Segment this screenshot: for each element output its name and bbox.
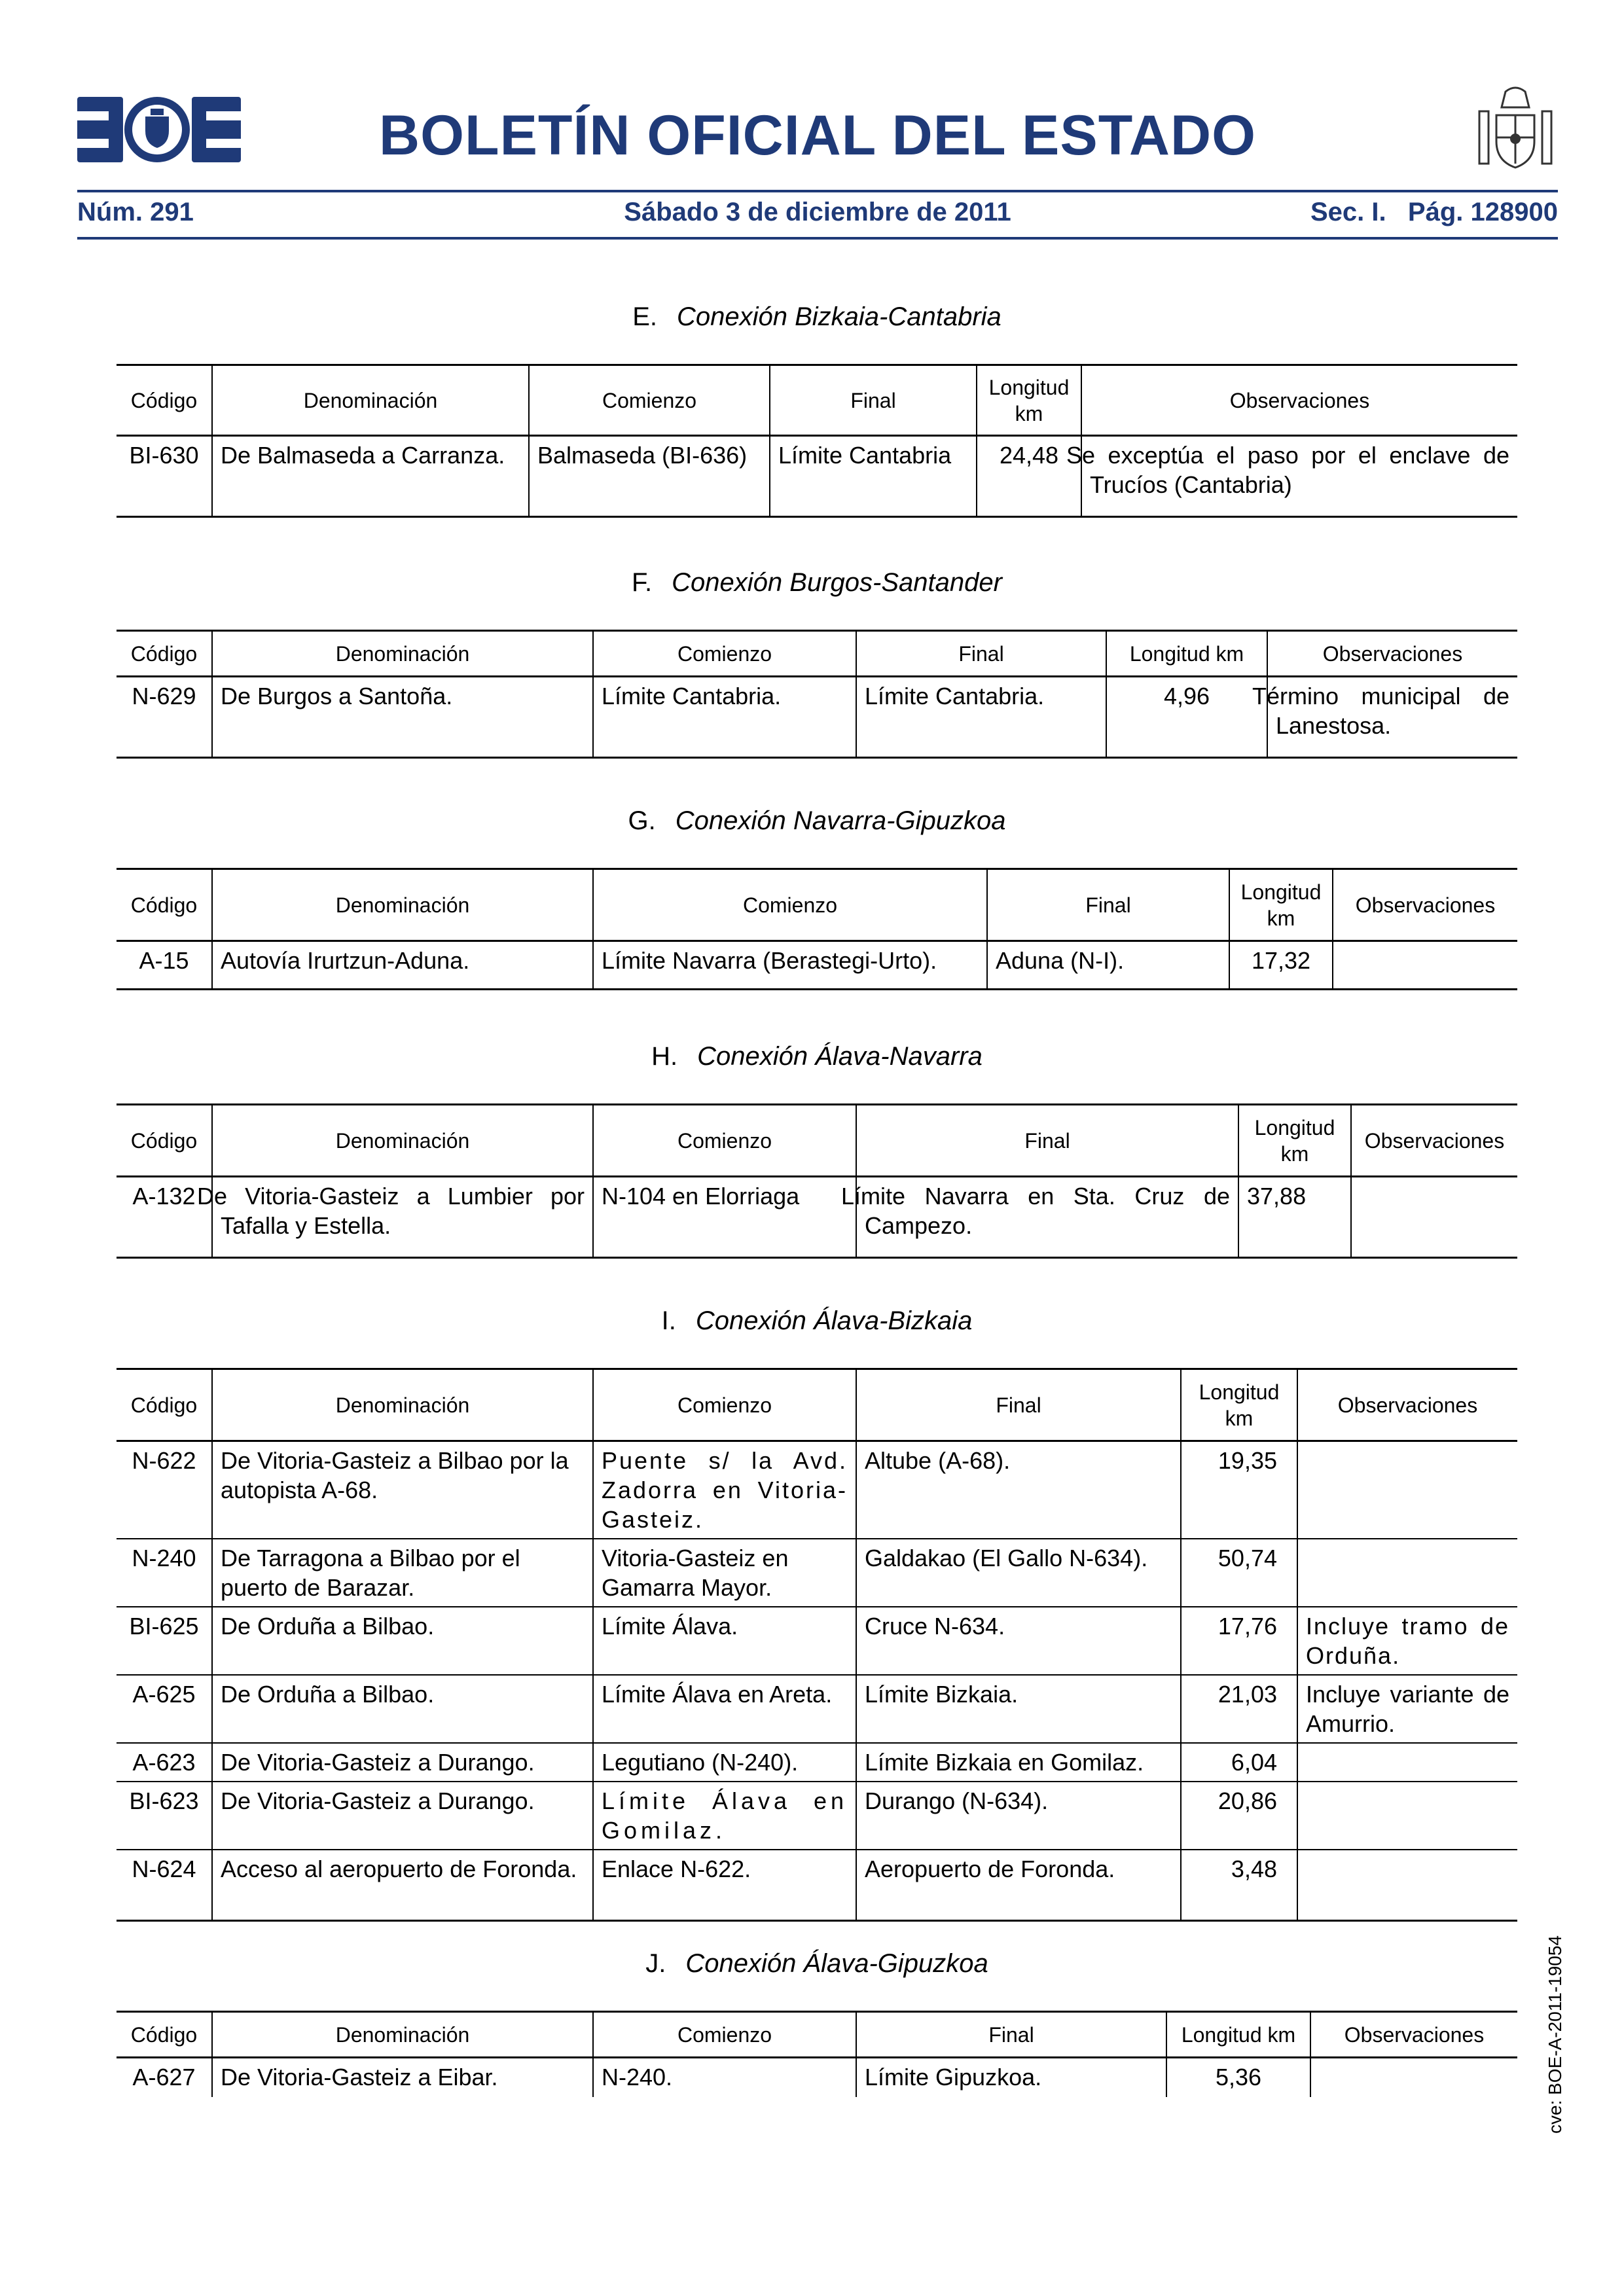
col-header-denominacion: Denominación [212,869,593,941]
cell-observaciones [1297,1743,1517,1782]
col-header-codigo: Código [117,869,212,941]
cell-final: Altube (A-68). [856,1441,1181,1539]
cell-longitud: 19,35 [1181,1441,1297,1539]
col-header-longitud: Longitud km [1106,631,1267,677]
section-e-title [117,302,1517,332]
cell-final: Límite Gipuzkoa. [856,2058,1166,2097]
cell-observaciones [1297,1850,1517,1920]
table-row [117,1177,1517,1258]
cell-denominacion: De Balmaseda a Carranza. [212,436,529,517]
section-letter: H. [651,1042,678,1071]
cell-comienzo: Puente s/ la Avd. Zadorra en Vitoria-Gasteiz. [593,1441,856,1539]
cell-denominacion: De Burgos a Santoña. [212,677,593,758]
cell-codigo: A-132 [117,1177,212,1258]
section-name: Conexión Bizkaia-Cantabria [676,302,1001,331]
col-header-comienzo: Comienzo [593,1369,856,1441]
section-j-table [117,2011,1517,2097]
cell-longitud: 17,76 [1181,1607,1297,1675]
cell-final: Límite Cantabria [770,436,977,517]
col-header-observaciones: Observaciones [1351,1105,1517,1177]
col-header-denominacion: Denominación [212,1105,593,1177]
col-header-comienzo: Comienzo [593,2012,856,2058]
issue-info-bar [77,198,1558,234]
cell-final: Aduna (N-I). [987,941,1229,990]
col-header-codigo: Código [117,1369,212,1441]
cell-comienzo: Límite Álava en Gomilaz. [593,1782,856,1850]
col-header-comienzo: Comienzo [593,1105,856,1177]
page-title: BOLETÍN OFICIAL DEL ESTADO [379,104,1256,167]
section-h-title [117,1042,1517,1071]
table-row [117,1743,1517,1782]
col-header-final: Final [770,365,977,436]
table-row [117,436,1517,517]
col-header-codigo: Código [117,631,212,677]
col-header-codigo: Código [117,2012,212,2058]
cell-final: Límite Cantabria. [856,677,1106,758]
section-name: Conexión Álava-Navarra [697,1042,983,1071]
cell-longitud: 4,96 [1106,677,1267,758]
cell-codigo: N-622 [117,1441,212,1539]
table-row [117,941,1517,990]
table-row [117,1675,1517,1743]
cell-codigo: A-627 [132,2064,196,2090]
col-header-codigo: Código [117,365,212,436]
cell-comienzo: N-104 en Elorriaga [593,1177,856,1258]
cell-longitud: 6,04 [1181,1743,1297,1782]
section-g-table [117,868,1517,990]
cell-codigo: A-623 [117,1743,212,1782]
cell-codigo: N-240 [117,1539,212,1607]
cell-denominacion: De Orduña a Bilbao. [212,1675,593,1743]
cell-final: Durango (N-634). [856,1782,1181,1850]
table-row [117,677,1517,758]
cell-final: Galdakao (El Gallo N-634). [856,1539,1181,1607]
cell-longitud: 20,86 [1181,1782,1297,1850]
col-header-longitud: Longitud km [1181,1369,1297,1441]
col-header-final: Final [856,1105,1238,1177]
cell-denominacion: Acceso al aeropuerto de Foronda. [212,1850,593,1920]
cell-observaciones [1351,1177,1517,1258]
col-header-denominacion: Denominación [212,1369,593,1441]
col-header-comienzo: Comienzo [593,869,987,941]
cve-code: cve: BOE-A-2011-19054 [1545,1935,1565,2134]
cell-observaciones: Incluye tramo de Orduña. [1297,1607,1517,1675]
table-row [117,1539,1517,1607]
section-name: Conexión Burgos-Santander [672,568,1002,597]
col-header-observaciones: Observaciones [1081,365,1517,436]
col-header-final: Final [856,1369,1181,1441]
cell-longitud: 24,48 [977,436,1081,517]
cell-denominacion: De Vitoria-Gasteiz a Eibar. [212,2058,593,2097]
col-header-comienzo: Comienzo [593,631,856,677]
cell-denominacion: De Orduña a Bilbao. [212,1607,593,1675]
col-header-final: Final [856,2012,1166,2058]
cell-final: Aeropuerto de Foronda. [856,1850,1181,1920]
cell-longitud: 5,36 [1166,2058,1310,2097]
section-page: Sec. I. Pág. 128900 [1310,198,1558,226]
cell-observaciones: Incluye variante de Amurrio. [1297,1675,1517,1743]
cell-codigo: A-15 [117,941,212,990]
cell-observaciones: Término municipal de Lanestosa. [1267,677,1517,758]
header-rule-bottom [77,237,1558,240]
col-header-final: Final [856,631,1106,677]
section-f-title [117,568,1517,598]
section-letter: G. [628,806,656,835]
section-f-table [117,630,1517,759]
section-g-title [117,806,1517,836]
cell-final: Límite Navarra en Sta. Cruz de Campezo. [856,1177,1238,1258]
cell-denominacion: De Vitoria-Gasteiz a Durango. [212,1782,593,1850]
cell-final: Cruce N-634. [856,1607,1181,1675]
table-row [117,2058,1517,2097]
table-row [117,1441,1517,1539]
cell-codigo: N-629 [117,677,212,758]
col-header-comienzo: Comienzo [529,365,770,436]
col-header-longitud: Longitud km [1238,1105,1351,1177]
cell-comienzo: Enlace N-622. [593,1850,856,1920]
cell-final: Límite Bizkaia. [856,1675,1181,1743]
cell-denominacion: De Vitoria-Gasteiz a Durango. [212,1743,593,1782]
col-header-codigo: Código [117,1105,212,1177]
cell-denominacion: Autovía Irurtzun-Aduna. [212,941,593,990]
cell-comienzo: Límite Álava. [593,1607,856,1675]
cell-codigo: BI-625 [117,1607,212,1675]
cell-denominacion: De Vitoria-Gasteiz a Lumbier por Tafalla y Estella. [212,1177,593,1258]
cell-longitud: 37,88 [1238,1177,1351,1258]
cell-comienzo: Límite Navarra (Berastegi-Urto). [593,941,987,990]
header-rule-top [77,190,1558,192]
table-row [117,1850,1517,1920]
col-header-longitud: Longitud km [977,365,1081,436]
cell-comienzo: Balmaseda (BI-636) [529,436,770,517]
cell-comienzo: N-240. [593,2058,856,2097]
cell-comienzo: Límite Cantabria. [593,677,856,758]
section-i-title [117,1306,1517,1336]
cell-comienzo: Vitoria-Gasteiz en Gamarra Mayor. [593,1539,856,1607]
section-j-title [117,1949,1517,1979]
col-header-longitud: Longitud km [1229,869,1333,941]
cell-observaciones [1333,941,1517,990]
cell-comienzo: Límite Álava en Areta. [593,1675,856,1743]
section-letter: F. [632,568,653,597]
col-header-observaciones: Observaciones [1267,631,1517,677]
section-e-table [117,364,1517,518]
col-header-observaciones: Observaciones [1310,2012,1517,2058]
cell-codigo: A-625 [117,1675,212,1743]
section-h-table [117,1103,1517,1259]
col-header-observaciones: Observaciones [1333,869,1517,941]
table-row [117,1607,1517,1675]
cell-observaciones: Se exceptúa el paso por el enclave de Trucíos (Cantabria) [1081,436,1517,517]
cell-longitud: 3,48 [1181,1850,1297,1920]
coat-of-arms-icon [1473,85,1558,174]
issue-date: Sábado 3 de diciembre de 2011 [624,198,1011,226]
section-i-table [117,1368,1517,1922]
col-header-observaciones: Observaciones [1297,1369,1517,1441]
issue-number: Núm. 291 [77,198,194,226]
cell-codigo: N-624 [117,1850,212,1920]
cell-codigo: BI-630 [117,436,212,517]
col-header-denominacion: Denominación [212,365,529,436]
cell-longitud: 50,74 [1181,1539,1297,1607]
cell-codigo: BI-623 [117,1782,212,1850]
cell-observaciones [1297,1539,1517,1607]
col-header-longitud: Longitud km [1166,2012,1310,2058]
cell-observaciones [1310,2058,1517,2097]
cell-denominacion: De Vitoria-Gasteiz a Bilbao por la autopista A-68. [212,1441,593,1539]
section-name: Conexión Navarra-Gipuzkoa [675,806,1006,835]
cell-denominacion: De Tarragona a Bilbao por el puerto de Barazar. [212,1539,593,1607]
col-header-denominacion: Denominación [212,2012,593,2058]
cell-final: Límite Bizkaia en Gomilaz. [856,1743,1181,1782]
section-name: Conexión Álava-Bizkaia [695,1306,973,1335]
col-header-denominacion: Denominación [212,631,593,677]
col-header-final: Final [987,869,1229,941]
table-row [117,1782,1517,1850]
cell-longitud: 17,32 [1229,941,1333,990]
cell-observaciones [1297,1441,1517,1539]
cell-comienzo: Legutiano (N-240). [593,1743,856,1782]
section-name: Conexión Álava-Gipuzkoa [685,1949,988,1978]
section-letter: J. [645,1949,666,1978]
cell-observaciones [1297,1782,1517,1850]
section-letter: I. [661,1306,676,1335]
section-letter: E. [632,302,657,331]
cell-longitud: 21,03 [1181,1675,1297,1743]
